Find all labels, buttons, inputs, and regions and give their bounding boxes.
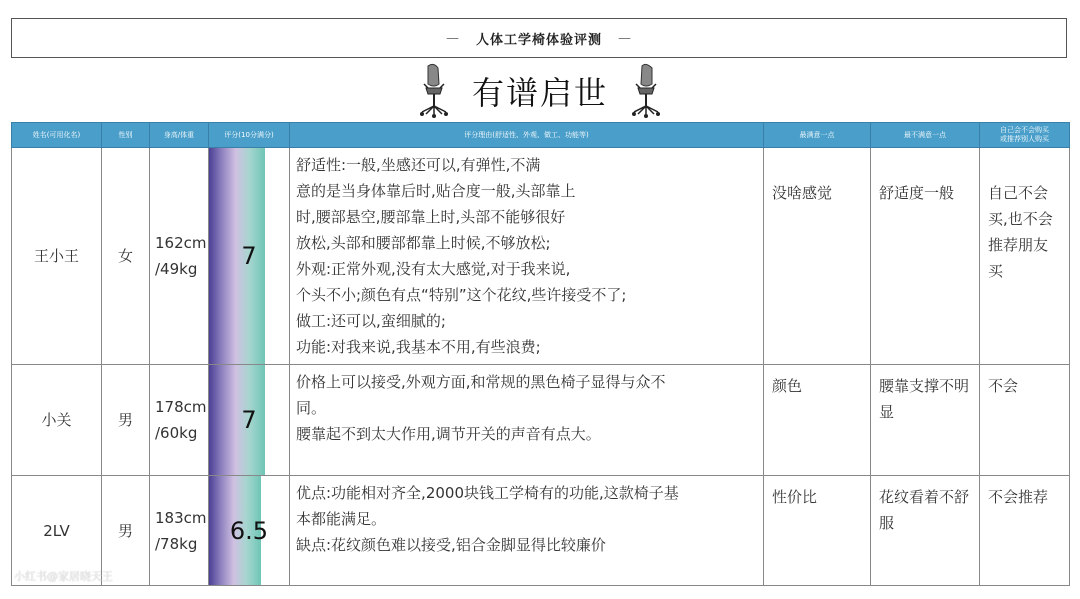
recommend-answer: 不会推荐 [980, 476, 1070, 586]
reason-line: 优点:功能相对齐全,2000块钱工学椅有的功能,这款椅子基 [296, 484, 679, 502]
height-value: 178cm [155, 398, 207, 416]
reason-line: 腰靠起不到太大作用,调节开关的声音有点大。 [296, 425, 601, 443]
col-header-best: 最满意一点 [764, 123, 871, 148]
weight-value: /78kg [155, 534, 198, 553]
table-row [12, 148, 1070, 365]
brand-row [0, 60, 1080, 122]
reason-line: 个头不小;颜色有点“特别”这个花纹,些许接受不了; [296, 286, 627, 304]
reason-line: 同。 [296, 399, 327, 417]
reason-cell [290, 365, 764, 476]
worst-point: 花纹看着不舒服 [871, 476, 980, 586]
weight-value: /49kg [155, 260, 198, 278]
recommend-answer: 自己不会买,也不会推荐朋友买 [980, 148, 1070, 365]
col-header-gender: 性别 [102, 123, 150, 148]
score-cell [209, 476, 290, 586]
weight-value: /60kg [155, 424, 198, 442]
col-header-worst: 最不满意一点 [871, 123, 980, 148]
score-value: 6.5 [229, 516, 269, 545]
score-cell [209, 148, 290, 365]
score-value: 7 [241, 242, 257, 270]
reviewer-name: 王小王 [12, 148, 102, 365]
col-header-recommend: 自己会不会购买 或推荐别人购买 [980, 123, 1070, 148]
table-row [12, 365, 1070, 476]
reviewer-name: 2LV [12, 476, 102, 586]
reason-line: 缺点:花纹颜色难以接受,铝合金脚显得比较廉价 [296, 536, 606, 554]
col-header-score: 评分(10分满分) [209, 123, 290, 148]
reviewer-gender: 男 [102, 476, 150, 586]
header-dash-right: — [618, 30, 632, 46]
height-value: 162cm [155, 234, 207, 252]
best-point: 没啥感觉 [764, 148, 871, 365]
reason-line: 做工:还可以,蛮细腻的; [296, 312, 446, 330]
worst-point: 腰靠支撑不明显 [871, 365, 980, 476]
col-header-height-weight: 身高/体重 [150, 123, 209, 148]
score-cell [209, 365, 290, 476]
reviewer-height-weight [150, 476, 209, 586]
watermark: 小红书@家居晓天王 [14, 570, 113, 583]
reason-line: 放松,头部和腰部都靠上时候,不够放松; [296, 234, 551, 252]
brand-name: 有谱启世 [471, 74, 608, 112]
col-header-reason: 评分理由(舒适性、外观、做工、功能等) [290, 123, 764, 148]
reason-line: 舒适性:一般,坐感还可以,有弹性,不满 [296, 156, 541, 174]
chair-icon [628, 62, 664, 120]
header-dash-left: — [445, 30, 460, 46]
reason-line: 本都能满足。 [296, 510, 387, 528]
worst-point: 舒适度一般 [871, 148, 980, 365]
chair-icon [416, 62, 452, 120]
reviewer-gender: 男 [102, 365, 150, 476]
recommend-answer: 不会 [980, 365, 1070, 476]
col-header-name: 姓名(可用化名) [12, 123, 102, 148]
reason-line: 意的是当身体靠后时,贴合度一般,头部靠上 [296, 182, 576, 200]
page-title: 人体工学椅体验评测 [475, 32, 602, 48]
height-value: 183cm [155, 508, 207, 527]
reason-line: 外观:正常外观,没有太大感觉,对于我来说, [296, 260, 571, 278]
best-point: 性价比 [764, 476, 871, 586]
reason-line: 价格上可以接受,外观方面,和常规的黑色椅子显得与众不 [296, 373, 666, 391]
best-point: 颜色 [764, 365, 871, 476]
reviewer-height-weight [150, 148, 209, 365]
reviewer-name: 小关 [12, 365, 102, 476]
reason-line: 时,腰部悬空,腰部靠上时,头部不能够很好 [296, 208, 566, 226]
reason-line: 功能:对我来说,我基本不用,有些浪费; [296, 338, 541, 356]
table-header-row [12, 123, 1070, 148]
table-row [12, 476, 1070, 586]
reviewer-height-weight [150, 365, 209, 476]
header-banner [11, 18, 1067, 58]
reviewer-gender: 女 [102, 148, 150, 365]
reason-cell [290, 476, 764, 586]
score-value: 7 [241, 406, 257, 434]
review-table [11, 122, 1070, 586]
reason-cell [290, 148, 764, 365]
